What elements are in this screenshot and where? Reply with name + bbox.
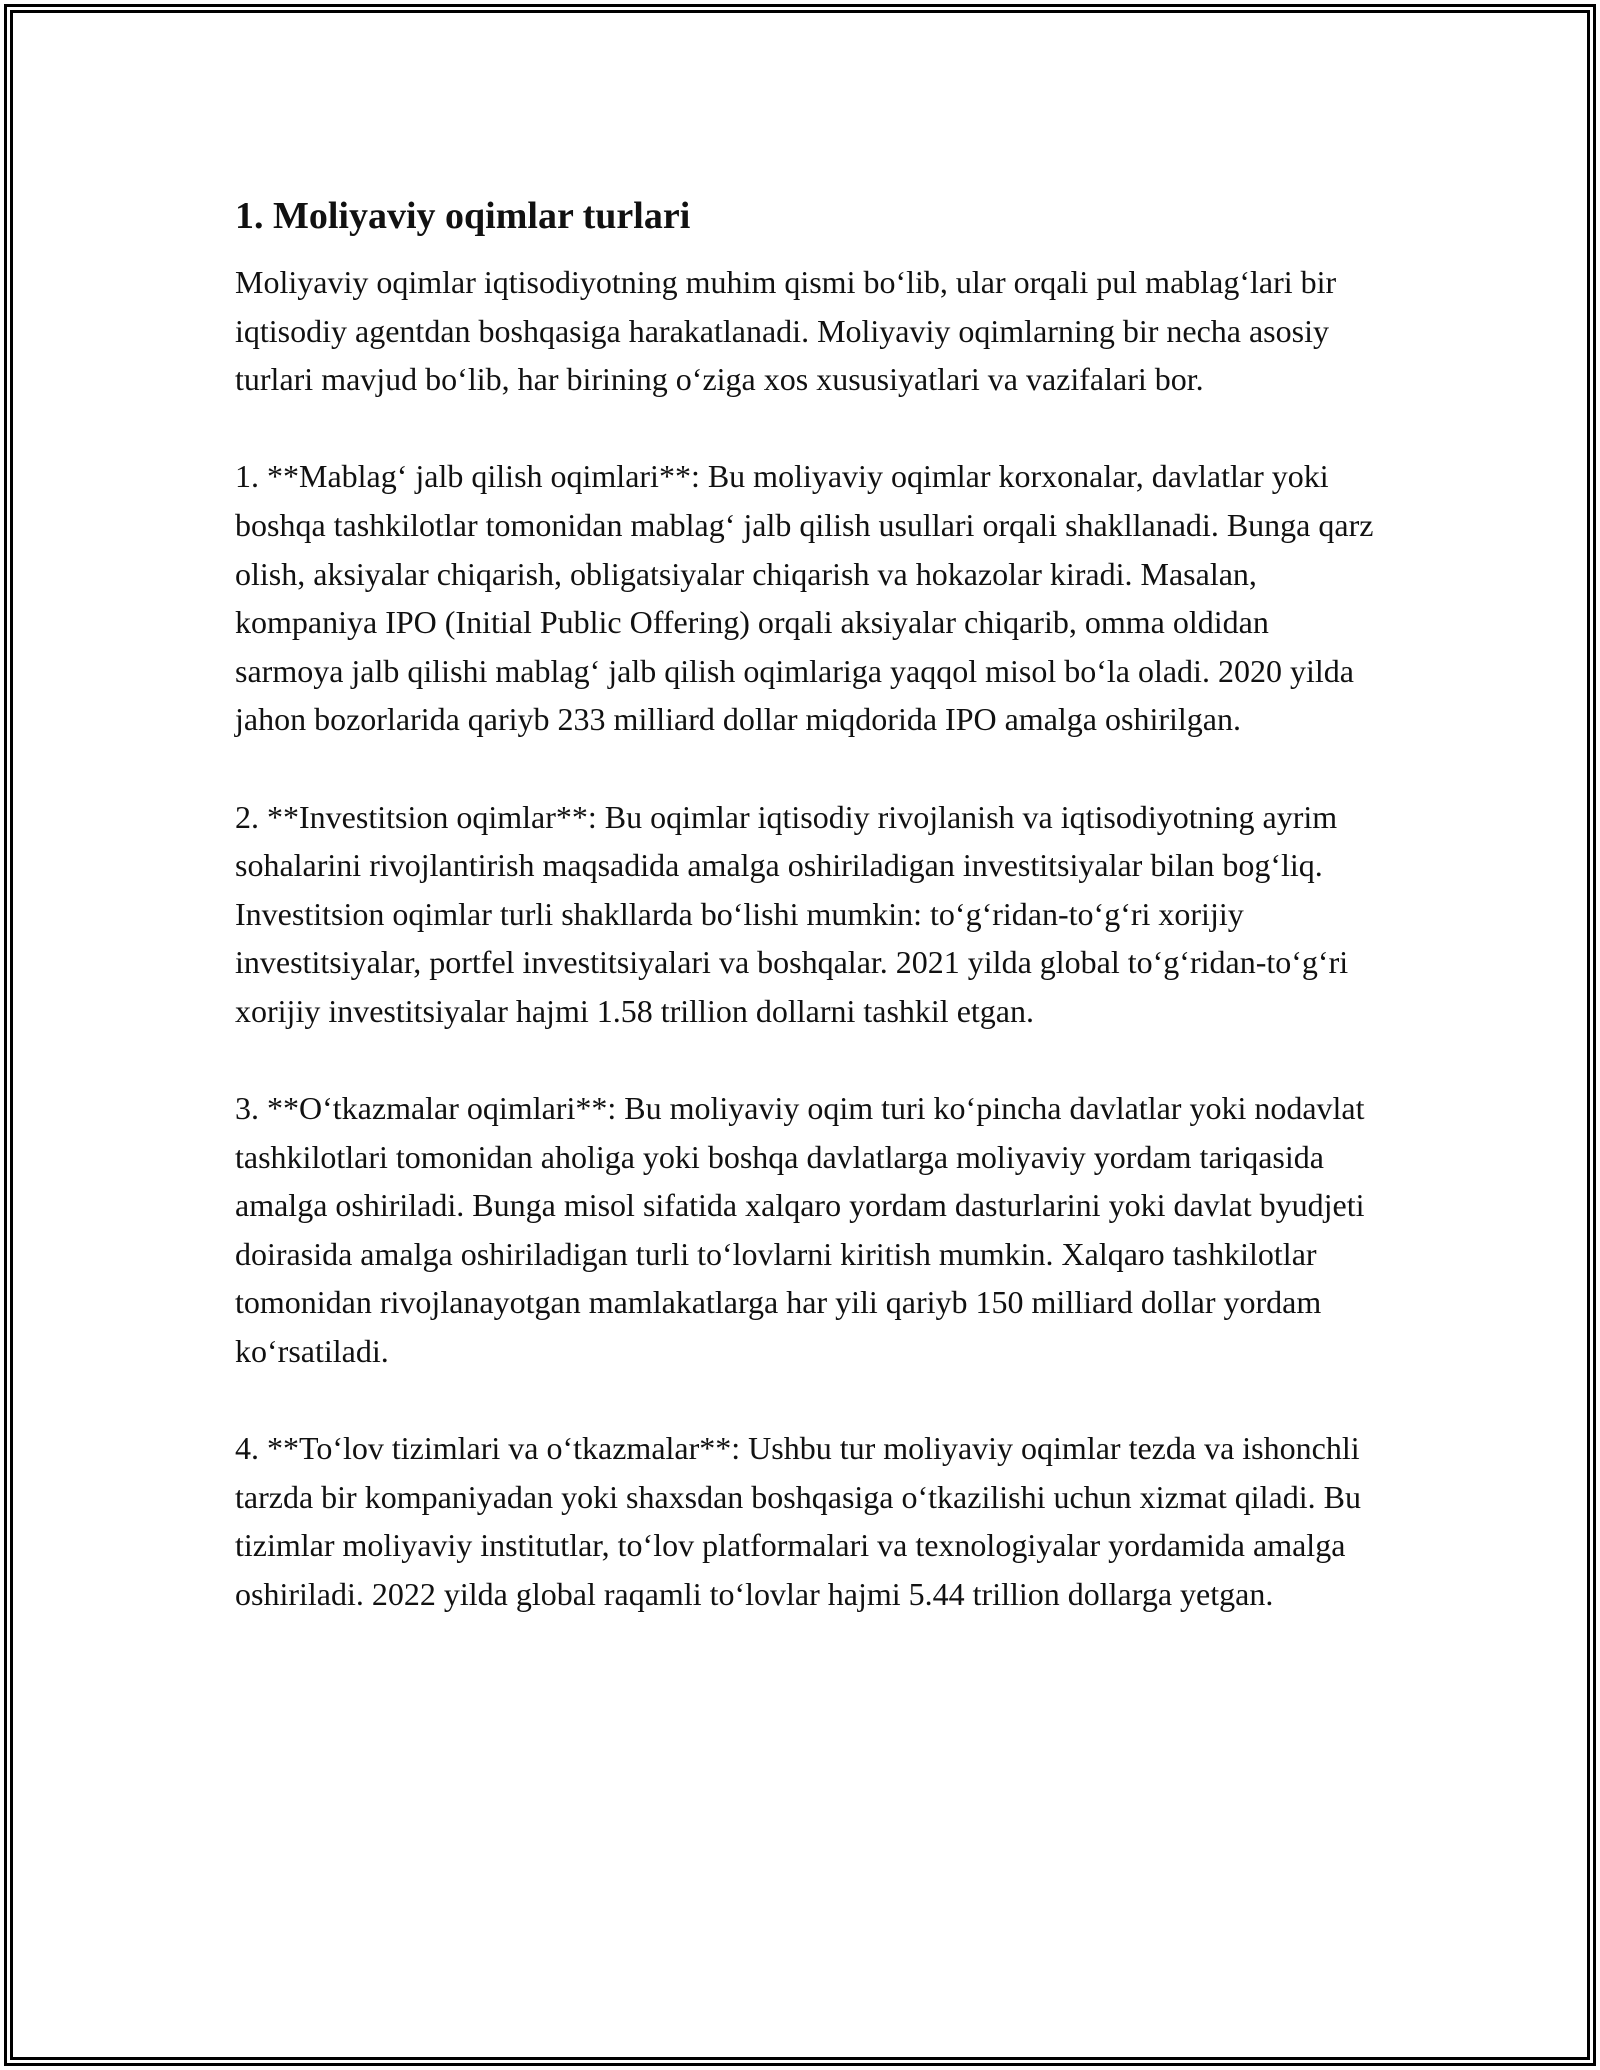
paragraph-payment-systems: 4. **To‘lov tizimlari va o‘tkazmalar**: Ushbu tur moliyaviy oqimlar tezda va ishonchli tarzda bir kompaniyadan yoki shaxsdan boshqasiga o‘tkazilishi uchun xizmat qiladi. Bu tizimlar moliyaviy institutlar, to‘lov platformalari va texnologiyalar yordamida amalga oshiriladi. 2022 yilda global raqamli to‘lovlar hajmi 5.44 trillion dollarga yetgan. [235, 1430, 1361, 1613]
paragraph-investment-flows: 2. **Investitsion oqimlar**: Bu oqimlar iqtisodiy rivojlanish va iqtisodiyotning ayrim sohalarini rivojlantirish maqsadida amalga oshiriladigan investitsiyalar bilan bog‘liq. Investitsion oqimlar turli shakllarda bo‘lishi mumkin: to‘g‘ridan-to‘g‘ri xorijiy investitsiyalar, portfel investitsiyalari va boshqalar. 2021 yilda global to‘g‘ridan-to‘g‘ri xorijiy investitsiyalar hajmi 1.58 trillion dollarni tashkil etgan. [235, 798, 1349, 1029]
document-body [235, 188, 1375, 1667]
intro-paragraph: Moliyaviy oqimlar iqtisodiyotning muhim qismi bo‘lib, ular orqali pul mablag‘lari bir iqtisodiy agentdan boshqasiga harakatlanadi. Moliyaviy oqimlarning bir necha asosiy turlari mavjud bo‘lib, har birining o‘ziga xos xususiyatlari va vazifalari bor. [235, 264, 1337, 398]
section-heading: 1. Moliyaviy oqimlar turlari [235, 195, 691, 237]
paragraph-transfer-flows: 3. **O‘tkazmalar oqimlari**: Bu moliyaviy oqim turi ko‘pincha davlatlar yoki nodavlat tashkilotlari tomonidan aholiga yoki boshqa davlatlarga moliyaviy yordam tariqasida amalga oshiriladi. Bunga misol sifatida xalqaro yordam dasturlarini yoki davlat byudjeti doirasida amalga oshiriladigan turli to‘lovlarni kiritish mumkin. Xalqaro tashkilotlar tomonidan rivojlanayotgan mamlakatlarga har yili qariyb 150 milliard dollar yordam ko‘rsatiladi. [235, 1090, 1365, 1370]
paragraph-fundraising-flows: 1. **Mablag‘ jalb qilish oqimlari**: Bu moliyaviy oqimlar korxonalar, davlatlar yoki boshqa tashkilotlar tomonidan mablag‘ jalb qilish usullari orqali shakllanadi. Bunga qarz olish, aksiyalar chiqarish, obligatsiyalar chiqarish va hokazolar kiradi. Masalan, kompaniya IPO (Initial Public Offering) orqali aksiyalar chiqarib, omma oldidan sarmoya jalb qilishi mablag‘ jalb qilish oqimlariga yaqqol misol bo‘la oladi. 2020 yilda jahon bozorlarida qariyb 233 milliard dollar miqdorida IPO amalga oshirilgan. [235, 458, 1374, 738]
